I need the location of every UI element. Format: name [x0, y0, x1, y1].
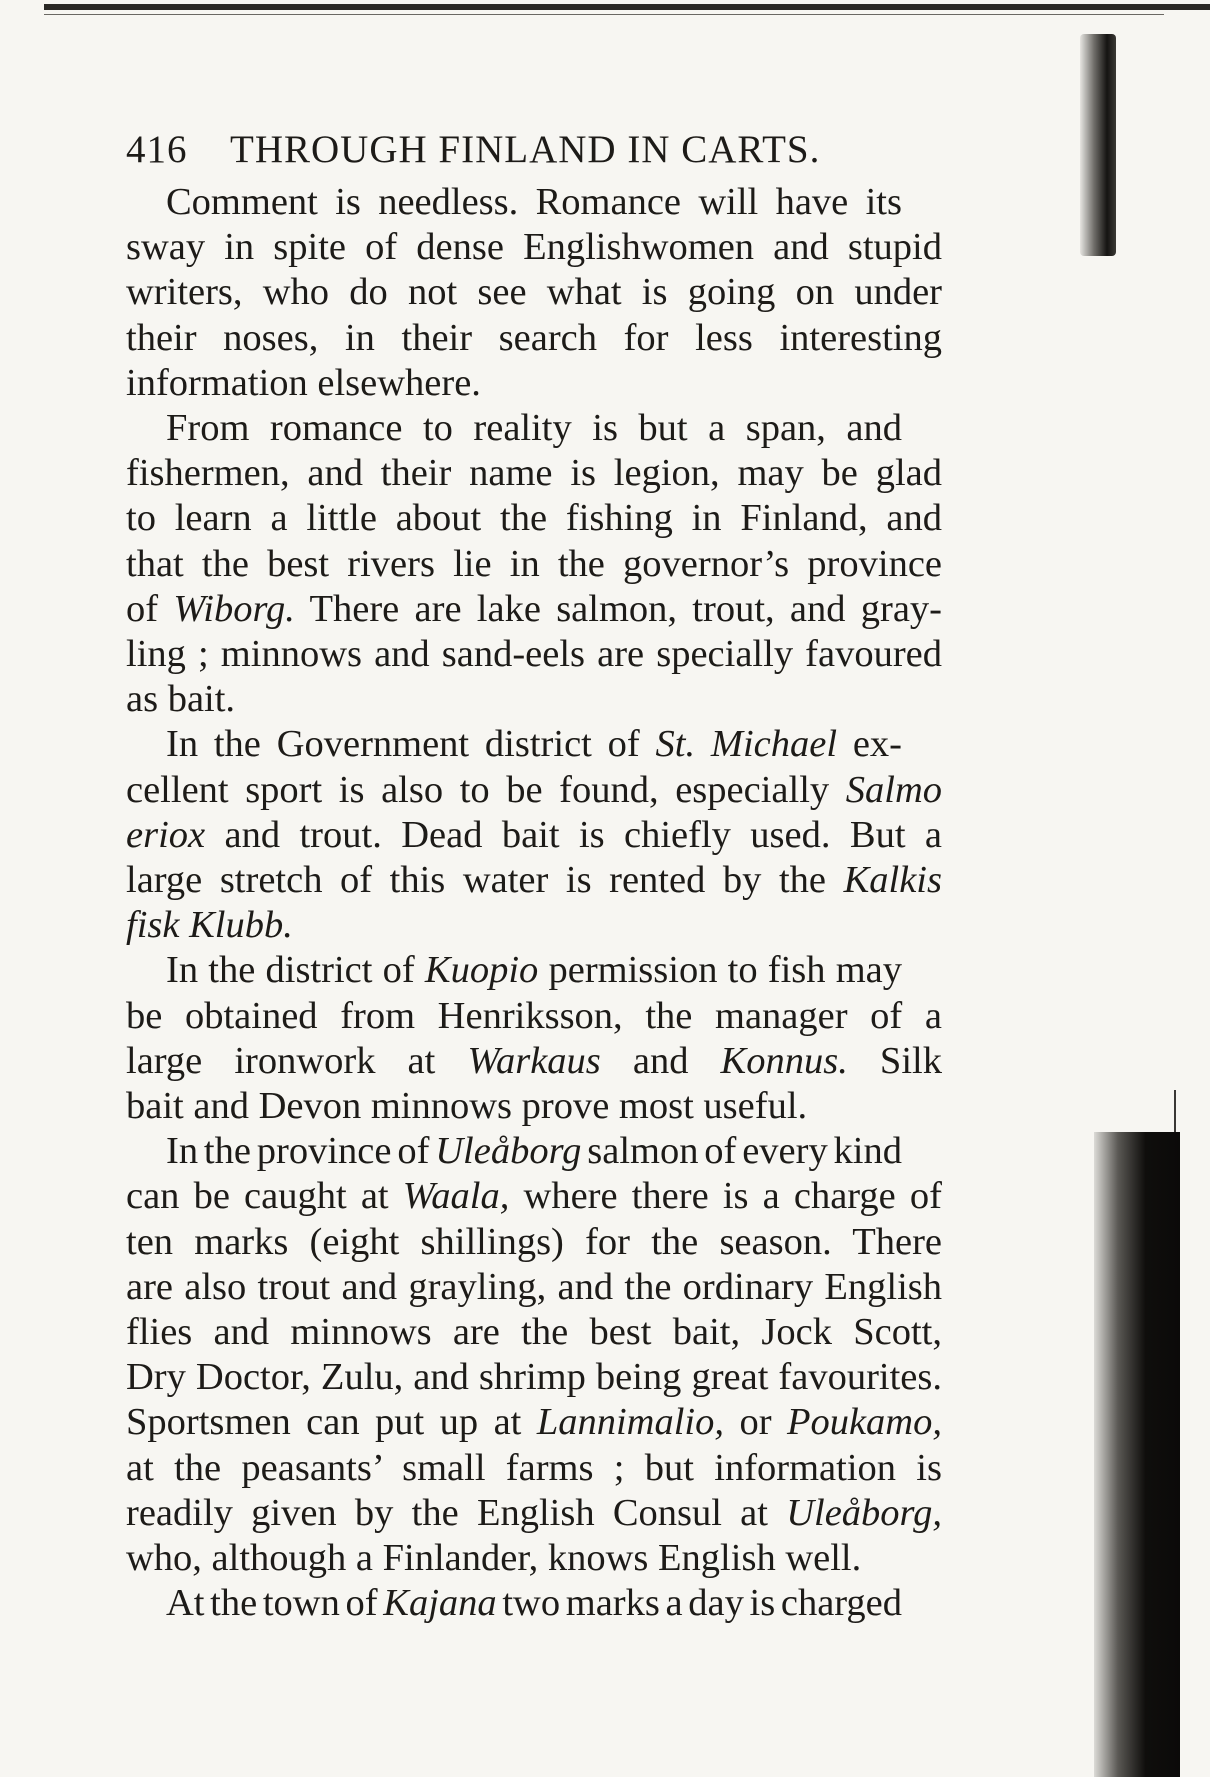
- text-run: who, although a Finlander, knows English well.: [126, 1537, 862, 1580]
- text-run: that the best rivers lie in the governor’s province: [126, 542, 942, 585]
- paragraph: [126, 1129, 1068, 1581]
- italic-term: Kuopio: [424, 949, 539, 992]
- text-run: as bait.: [126, 678, 236, 721]
- text-line: [126, 180, 1068, 225]
- text-line: [126, 451, 1068, 496]
- page-number: 416: [126, 127, 188, 171]
- text-line: [126, 316, 1068, 361]
- text-run: or: [724, 1401, 787, 1444]
- text-line: [126, 225, 1068, 270]
- italic-term: St. Michael: [655, 723, 838, 766]
- text-run: At the town of: [166, 1582, 384, 1625]
- italic-term: Poukamo,: [786, 1401, 942, 1444]
- text-run: large ironwork at: [126, 1039, 468, 1082]
- text-line: [126, 994, 1068, 1039]
- text-run: large stretch of this water is rented by the: [126, 859, 844, 902]
- text-run: bait and Devon minnows prove most useful.: [126, 1085, 808, 1128]
- text-run: information elsewhere.: [126, 361, 481, 404]
- text-run: be obtained from Henriksson, the manager of a: [126, 994, 942, 1037]
- italic-term: Waala,: [402, 1175, 510, 1218]
- paragraph: [126, 406, 1068, 722]
- text-line: [126, 1491, 1068, 1536]
- text-line: [126, 1446, 1068, 1491]
- book-page: [126, 118, 1068, 1627]
- text-run: of: [126, 587, 174, 630]
- text-run: fishermen, and their name is legion, may be glad: [126, 452, 942, 495]
- text-run: sway in spite of dense Englishwomen and stupid: [126, 226, 942, 269]
- text-run: are also trout and grayling, and the ordinary English: [126, 1265, 942, 1308]
- text-line: [126, 542, 1068, 587]
- text-run: writers, who do not see what is going on under: [126, 271, 942, 314]
- text-line: [126, 1129, 1068, 1174]
- text-run: Comment is needless. Romance will have its: [166, 181, 902, 223]
- text-line: [126, 813, 1068, 858]
- paragraph: [126, 1581, 1068, 1626]
- text-run: and trout. Dead bait is chiefly used. But a: [205, 813, 942, 856]
- italic-term: Wiborg.: [173, 587, 295, 630]
- text-run: and: [600, 1039, 721, 1082]
- top-rule: [44, 4, 1210, 10]
- italic-term: Salmo: [845, 768, 942, 811]
- running-title: THROUGH FINLAND IN CARTS.: [230, 127, 821, 171]
- text-line: [126, 406, 1068, 451]
- text-run: readily given by the English Consul at: [126, 1491, 787, 1534]
- text-line: [126, 903, 1068, 948]
- paragraph: [126, 948, 1068, 1129]
- text-line: [126, 632, 1068, 677]
- text-line: [126, 1355, 1068, 1400]
- paragraph: [126, 180, 1068, 406]
- text-line: [126, 361, 1068, 406]
- text-run: There are lake salmon, trout, and gray-: [294, 587, 942, 630]
- italic-term: Lannimalio,: [536, 1401, 724, 1444]
- text-line: [126, 1220, 1068, 1265]
- text-line: [126, 948, 1068, 993]
- text-run: at the peasants’ small farms ; but information is: [126, 1446, 942, 1489]
- text-line: [126, 1084, 1068, 1129]
- text-line: [126, 1581, 1068, 1626]
- running-header: [126, 118, 1068, 180]
- text-line: [126, 1536, 1068, 1581]
- top-rule-thin: [44, 14, 1164, 15]
- text-run: their noses, in their search for less interesting: [126, 316, 942, 359]
- italic-term: eriox: [126, 813, 206, 856]
- italic-term: Uleåborg: [435, 1130, 582, 1173]
- text-run: Silk: [847, 1039, 942, 1082]
- text-run: Sportsmen can put up at: [126, 1401, 537, 1444]
- text-line: [126, 677, 1068, 722]
- text-run: salmon of every kind: [581, 1130, 903, 1173]
- text-line: [126, 722, 1068, 767]
- italic-term: Kalkis: [843, 859, 942, 902]
- body-text: [126, 180, 1068, 1627]
- text-run: ten marks (eight shillings) for the season. There: [126, 1220, 942, 1263]
- italic-term: Kajana: [383, 1582, 497, 1625]
- text-line: [126, 270, 1068, 315]
- text-run: In the province of: [166, 1130, 436, 1173]
- text-run: In the Government district of: [166, 723, 656, 766]
- text-line: [126, 1310, 1068, 1355]
- text-line: [126, 587, 1068, 632]
- text-run: two marks a day is charged: [496, 1582, 902, 1625]
- text-run: flies and minnows are the best bait, Jock Scott,: [126, 1311, 942, 1354]
- text-run: can be caught at: [126, 1175, 403, 1218]
- italic-term: Uleåborg,: [786, 1491, 942, 1534]
- paragraph: [126, 722, 1068, 948]
- text-run: Dry Doctor, Zulu, and shrimp being great favourites.: [126, 1356, 942, 1399]
- page-edge-shadow-bottom: [1094, 1132, 1180, 1777]
- text-line: [126, 1265, 1068, 1310]
- text-run: From romance to reality is but a span, and: [166, 407, 902, 450]
- italic-term: fisk Klubb.: [126, 904, 293, 947]
- text-line: [126, 496, 1068, 541]
- text-line: [126, 1400, 1068, 1445]
- text-run: to learn a little about the fishing in Finland, and: [126, 497, 942, 540]
- text-line: [126, 858, 1068, 903]
- text-line: [126, 1174, 1068, 1219]
- text-line: [126, 768, 1068, 813]
- text-run: cellent sport is also to be found, especially: [126, 768, 846, 811]
- text-run: ex-: [837, 723, 902, 766]
- page-edge-shadow-top: [1080, 34, 1116, 256]
- text-line: [126, 1039, 1068, 1084]
- italic-term: Warkaus: [467, 1039, 601, 1082]
- text-run: permission to fish may: [538, 949, 902, 992]
- text-run: ling ; minnows and sand-eels are specially favoured: [126, 633, 942, 676]
- text-run: In the district of: [166, 949, 425, 992]
- text-run: where there is a charge of: [509, 1175, 942, 1218]
- italic-term: Konnus.: [720, 1039, 848, 1082]
